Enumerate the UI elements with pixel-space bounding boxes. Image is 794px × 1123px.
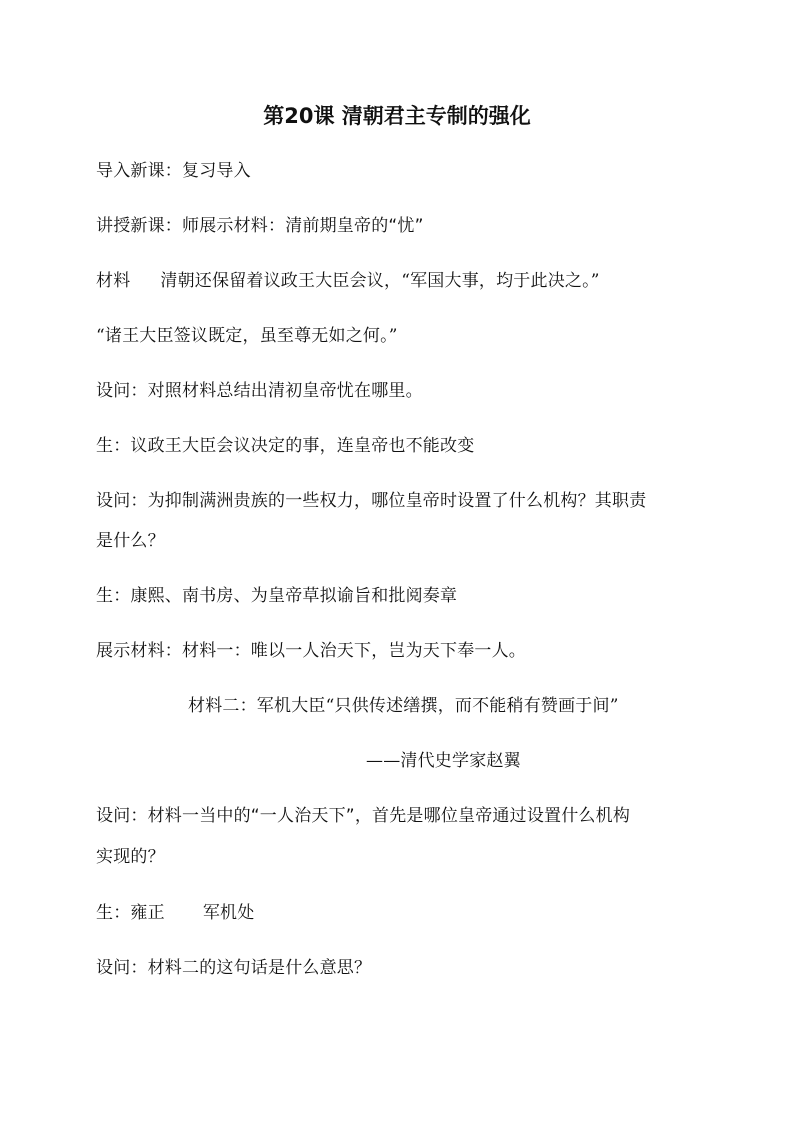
question-3-line-1: 设问：材料一当中的“一人治天下”，首先是哪位皇帝通过设置什么机构 — [96, 806, 631, 826]
page-title: 第20课 清朝君主专制的强化 — [263, 104, 531, 128]
question-2-line-2: 是什么？ — [96, 531, 165, 551]
question-2-line-1: 设问：为抑制满洲贵族的一些权力，哪位皇帝时设置了什么机构？其职责 — [96, 491, 647, 511]
material-label: 材料 — [96, 271, 131, 291]
show-material-line — [96, 640, 526, 662]
material-one: 材料一：唯以一人治天下，岂为天下奉一人。 — [182, 641, 526, 661]
question-4: 设问：材料二的这句话是什么意思？ — [96, 958, 372, 978]
teach-line: 讲授新课：师展示材料：清前期皇帝的“忧” — [96, 216, 424, 236]
question-1: 设问：对照材料总结出清初皇帝忧在哪里。 — [96, 381, 423, 401]
material-two: 材料二：军机大臣“只供传述缮撰，而不能稍有赞画于间” — [188, 696, 619, 716]
answer-2: 生：康熙、南书房、为皇帝草拟谕旨和批阅奏章 — [96, 586, 458, 606]
material-line — [96, 270, 600, 292]
answer-3 — [96, 902, 254, 924]
answer-3-emperor: 生：雍正 — [96, 903, 165, 923]
intro-line: 导入新课：复习导入 — [96, 161, 251, 181]
question-3-line-2: 实现的？ — [96, 847, 165, 867]
answer-3-office: 军机处 — [202, 903, 255, 923]
answer-1: 生：议政王大臣会议决定的事，连皇帝也不能改变 — [96, 436, 475, 456]
quote-line: “诸王大臣签议既定，虽至尊无如之何。” — [96, 326, 398, 346]
attribution: ——清代史学家赵翼 — [366, 751, 521, 771]
material-text: 清朝还保留着议政王大臣会议，“军国大事，均于此决之。” — [160, 271, 600, 291]
show-material-label: 展示材料： — [96, 641, 182, 661]
